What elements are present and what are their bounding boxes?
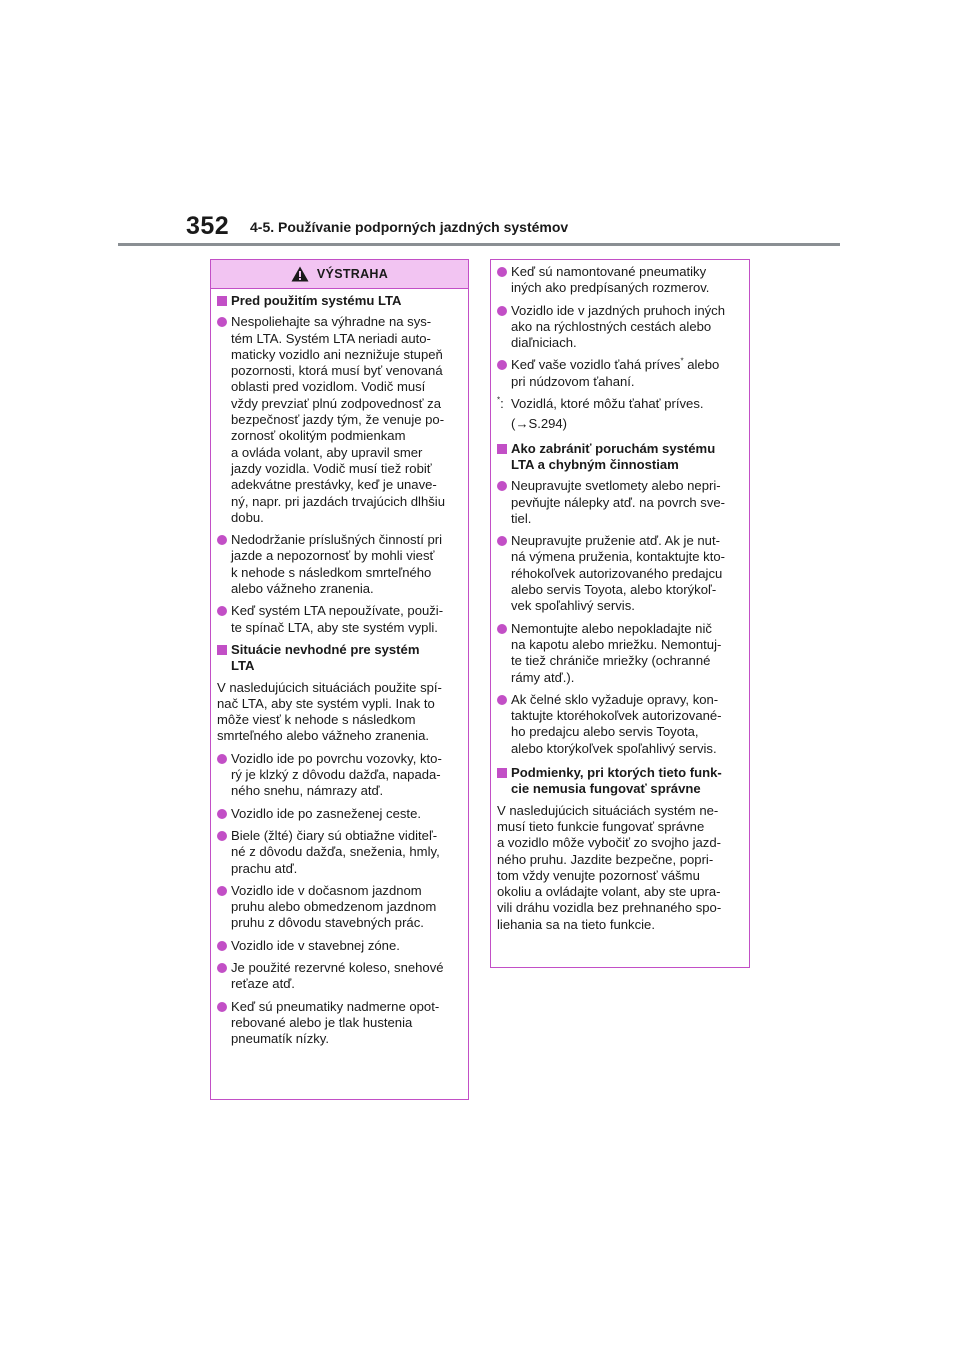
- round-bullet-icon: [217, 941, 227, 951]
- list-item: [497, 303, 743, 352]
- list-item-text: Vozidlo ide v dočasnom jazdnom pruhu alebo obmedzenom jazdnom pruhu z dôvodu stavebných prác.: [231, 882, 437, 931]
- warning-triangle-icon: [291, 266, 309, 282]
- round-bullet-icon: [497, 306, 507, 316]
- round-bullet-icon: [497, 624, 507, 634]
- list-item-text: Keď sú namontované pneumatiky iných ako predpísaných rozmerov.: [511, 264, 710, 296]
- chapter-title: 4-5. Používanie podporných jazdných systémov: [250, 219, 569, 235]
- round-bullet-icon: [497, 267, 507, 277]
- list-item-text: Je použité rezervné koleso, snehové reťaze atď.: [231, 959, 444, 992]
- list-item-text: Vozidlo ide po povrchu vozovky, kto- rý je klzký z dôvodu dažďa, napada- ného snehu, námrazy atď.: [231, 750, 442, 799]
- list-item-text: Keď sú pneumatiky nadmerne opot- rebované alebo je tlak hustenia pneumatík nízky.: [231, 998, 440, 1047]
- warning-header: [211, 260, 468, 289]
- list-item-text: [511, 357, 719, 390]
- square-bullet-icon: [497, 444, 507, 454]
- list-item: [497, 478, 743, 527]
- section-heading-text: Situácie nevhodné pre systém LTA: [231, 641, 420, 674]
- list-item: [217, 314, 462, 526]
- section-heading-unsuitable-situations: [217, 642, 462, 675]
- square-bullet-icon: [497, 768, 507, 778]
- round-bullet-icon: [217, 1002, 227, 1012]
- list-item: [217, 806, 462, 822]
- round-bullet-icon: [497, 695, 507, 705]
- section-heading-before-use: [217, 293, 462, 309]
- list-item: [217, 883, 462, 932]
- page-number: 352: [186, 212, 230, 240]
- section-heading-conditions: [497, 765, 743, 798]
- round-bullet-icon: [497, 360, 507, 370]
- list-item: [217, 751, 462, 800]
- list-item-text: Keď systém LTA nepoužívate, použi- te spínač LTA, aby ste systém vypli.: [231, 603, 444, 635]
- list-item-text: Ak čelné sklo vyžaduje opravy, kon- taktujte ktoréhokoľvek autorizované- ho predajcu alebo servis Toyota, alebo ktorýkoľvek spoľahlivý servis.: [511, 691, 722, 756]
- round-bullet-icon: [217, 831, 227, 841]
- footnote-colon: :: [500, 396, 504, 412]
- section-intro: V nasledujúcich situáciách použite spí- nač LTA, aby ste systém vypli. Inak to môže viesť k nehode s následkom smrteľného alebo vážneho zranenia.: [217, 679, 442, 744]
- list-item-text: Nespoliehajte sa výhradne na sys- tém LTA. Systém LTA neriadi auto- maticky vozidlo ani neznižuje stupeň pozornosti, ktorá musí byť venovaná oblasti pred vozidlom. Vodič musí vždy prevziať plnú zodpovednosť za bezpečnosť jazdy tým, že venuje po- zornosť okolitým podmienkam a ovláda volant, aby upravil smer jazdy vozidla. Vodič musí tiež robiť adekvátne prestávky, keď je unave- ný, napr. pri jazdách trvajúcich dlhšiu dobu.: [231, 314, 445, 525]
- round-bullet-icon: [217, 886, 227, 896]
- square-bullet-icon: [217, 645, 227, 655]
- round-bullet-icon: [217, 963, 227, 973]
- list-item-text: Nedodržanie príslušných činností pri jazde a nepozornosť by mohli viesť k nehode s následkom smrteľného alebo vážneho zranenia.: [231, 532, 443, 597]
- list-item: [497, 692, 743, 757]
- footnote-text: Vozidlá, ktoré môžu ťahať príves.: [511, 396, 704, 412]
- trailer-text-a: Keď vaše vozidlo ťahá príves: [511, 357, 681, 373]
- warning-box-continued: [490, 259, 750, 968]
- list-item-trailer: [497, 357, 743, 390]
- trailer-text-b: alebo pri núdzovom ťahaní.: [511, 357, 720, 389]
- section-heading-prevent-malfunctions: [497, 441, 743, 474]
- section-heading-text: Pred použitím systému LTA: [231, 293, 402, 308]
- list-item-text: Neupravujte svetlomety alebo nepri- pevňujte nálepky atď. na povrch sve- tiel.: [511, 478, 726, 526]
- section-heading-text: Ako zabrániť poruchám systému LTA a chybným činnostiam: [511, 440, 716, 472]
- warning-box: [210, 259, 469, 1100]
- section-heading-text: Podmienky, pri ktorých tieto funk- cie nemusia fungovať správne: [511, 765, 722, 797]
- round-bullet-icon: [497, 481, 507, 491]
- footnote-mark: *: [497, 395, 501, 405]
- list-item: [217, 938, 462, 954]
- list-item: [217, 960, 462, 993]
- section-text: V nasledujúcich situáciách systém ne- musí tieto funkcie fungovať správne a vozidlo môže vybočiť zo svojho jazd- ného pruhu. Jazdite bezpečne, popri- tom vždy venujte pozornosť vášmu okoliu a ovládajte volant, aby ste upra- vili dráhu vozidla bez prehnaného spo- liehania sa na tieto funkcie.: [497, 802, 722, 932]
- list-item-text: Vozidlo ide po zasneženej ceste.: [231, 805, 421, 821]
- page-reference-link[interactable]: (→S.294): [511, 416, 568, 432]
- footnote-marker: [497, 396, 511, 412]
- list-item-text: Vozidlo ide v jazdných pruhoch iných ako na rýchlostných cestách alebo diaľniciach.: [511, 302, 725, 351]
- round-bullet-icon: [217, 535, 227, 545]
- round-bullet-icon: [217, 317, 227, 327]
- list-item: [497, 621, 743, 686]
- list-item-text: Vozidlo ide v stavebnej zóne.: [231, 937, 400, 953]
- list-item-text: Nemontujte alebo nepokladajte nič na kapotu alebo mriežku. Nemontuj- te tiež chrániče mriežky (ochranné rámy atď.).: [511, 620, 722, 685]
- square-bullet-icon: [217, 296, 227, 306]
- footnote-star: *: [680, 357, 684, 367]
- list-item: [497, 264, 743, 297]
- list-item: [217, 532, 462, 597]
- list-item-text: Biele (žlté) čiary sú obtiažne viditeľ- né z dôvodu dažďa, sneženia, hmly, prachu atď.: [231, 827, 440, 876]
- list-item: [217, 828, 462, 877]
- round-bullet-icon: [217, 809, 227, 819]
- header-rule: [118, 243, 840, 246]
- round-bullet-icon: [217, 754, 227, 764]
- list-item-text: Neupravujte pruženie atď. Ak je nut- ná výmena pruženia, kontaktujte kto- réhokoľvek autorizovaného predajcu alebo servis Toyota, alebo ktorýkoľ- vek spoľahlivý servis.: [511, 533, 725, 614]
- list-item: [217, 603, 462, 636]
- list-item: [497, 533, 743, 614]
- warning-title: VÝSTRAHA: [316, 267, 389, 281]
- list-item: [217, 999, 462, 1048]
- round-bullet-icon: [497, 536, 507, 546]
- round-bullet-icon: [217, 606, 227, 616]
- footnote: [497, 396, 743, 412]
